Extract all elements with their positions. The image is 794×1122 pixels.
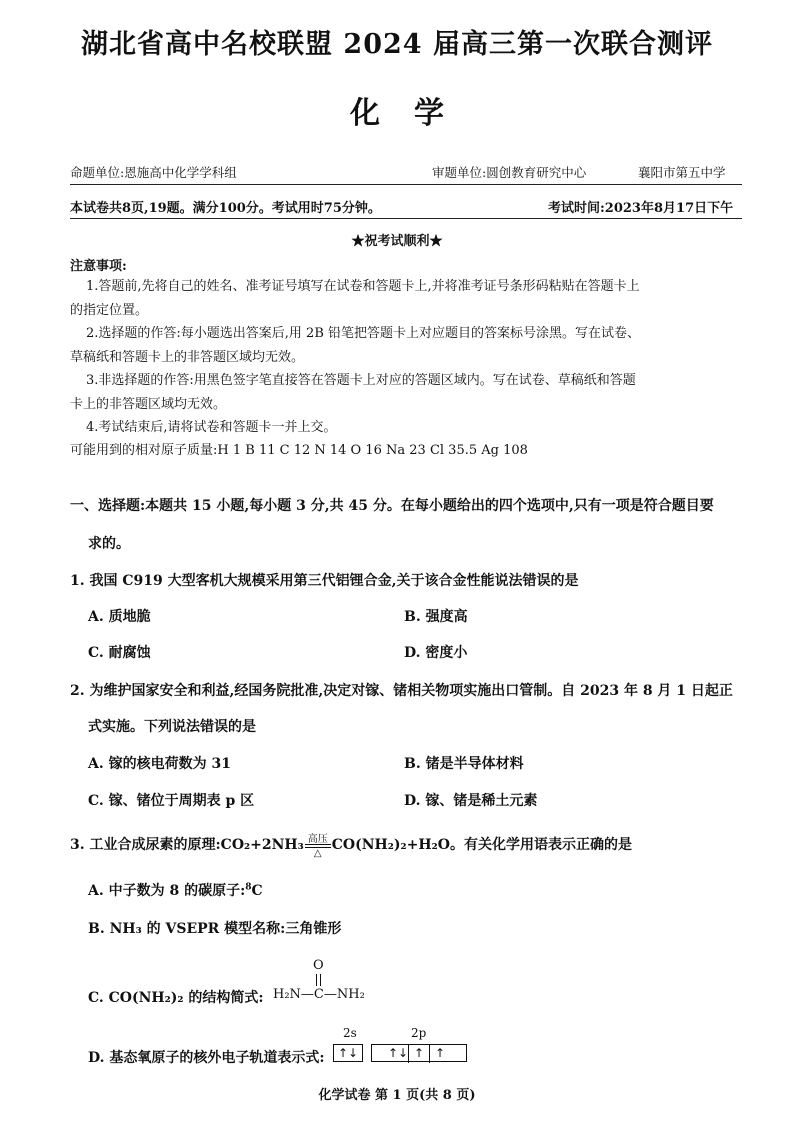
notice-line: 1.答题前,先将自己的姓名、准考证号填写在试卷和答题卡上,并将准考证号条形码粘贴在答题卡上 — [86, 279, 640, 294]
notice-heading: 注意事项: — [70, 259, 127, 274]
q1-option-d: D. 密度小 — [404, 645, 468, 661]
notice-line: 4.考试结束后,请将试卷和答题卡一并上交。 — [86, 420, 337, 435]
q3-option-a: A. 中子数为 8 的碳原子:$^8$C — [88, 882, 263, 899]
q3-products: CO(NH₂)₂+H₂O。有关化学用语表示正确的是 — [331, 837, 632, 853]
q3-prefix: 3. 工业合成尿素的原理: — [70, 837, 221, 853]
q1-option-c: C. 耐腐蚀 — [88, 645, 151, 661]
section-heading-cont: 求的。 — [88, 536, 130, 552]
exam-title: 湖北省高中名校联盟 2024 届高三第一次联合测评 — [81, 29, 713, 60]
notice-line: 草稿纸和答题卡上的非答题区域均无效。 — [70, 350, 305, 365]
good-luck-banner: ★祝考试顺利★ — [351, 234, 443, 249]
reviewer-unit: 审题单位:圆创教育研究中心 — [432, 165, 587, 180]
question-3-stem — [70, 834, 632, 859]
orbital-2p-cell: ↑ — [408, 1045, 429, 1063]
q3-reactants: CO₂+2NH₃ — [220, 837, 304, 853]
atomic-masses: 可能用到的相对原子质量:H 1 B 11 C 12 N 14 O 16 Na 23 Cl 35.5 Ag 108 — [70, 443, 528, 458]
q1-option-a: A. 质地脆 — [88, 609, 151, 625]
orbital-2p-cell: ↑ — [429, 1045, 450, 1063]
orbital-box-2p — [371, 1044, 467, 1062]
page-footer: 化学试卷 第 1 页(共 8 页) — [318, 1088, 476, 1103]
mass-number: 8 — [245, 882, 252, 893]
q2-option-d: D. 镓、锗是稀土元素 — [404, 793, 538, 809]
q2-option-b: B. 锗是半导体材料 — [404, 756, 524, 772]
q3-option-b: B. NH₃ 的 VSEPR 模型名称:三角锥形 — [88, 921, 342, 937]
orbital-box-2s: ↑↓ — [333, 1044, 363, 1062]
q3-option-c: C. CO(NH₂)₂ 的结构简式: — [88, 990, 264, 1006]
q1-option-b: B. 强度高 — [404, 609, 468, 625]
q3-option-d: D. 基态氧原子的核外电子轨道表示式: — [88, 1050, 325, 1066]
reaction-condition-top: 高压 — [307, 834, 328, 845]
carbonyl-oxygen: O — [313, 958, 324, 973]
section-heading: 一、选择题:本题共 15 小题,每小题 3 分,共 45 分。在每小题给出的四个选项中,只有一项是符合题目要 — [70, 498, 714, 514]
orbital-2p-cell: ↑↓ — [388, 1046, 409, 1060]
urea-backbone: H₂N—C—NH₂ — [273, 987, 365, 1002]
element-symbol: C — [251, 883, 263, 899]
question-2-stem-cont: 式实施。下列说法错误的是 — [88, 719, 256, 735]
reaction-condition-bottom: △ — [313, 848, 322, 859]
notice-line: 的指定位置。 — [70, 303, 149, 318]
reaction-arrow — [305, 834, 331, 859]
question-1-stem: 1. 我国 C919 大型客机大规模采用第三代铝锂合金,关于该合金性能说法错误的是 — [70, 573, 579, 589]
notice-line: 3.非选择题的作答:用黑色签字笔直接答在答题卡上对应的答题区域内。写在试卷、草稿纸和答题 — [86, 373, 636, 388]
orbital-label-2s: 2s — [343, 1026, 357, 1040]
proposer-unit: 命题单位:恩施高中化学学科组 — [70, 165, 237, 180]
notice-line: 卡上的非答题区域均无效。 — [70, 397, 227, 412]
orbital-label-2p: 2p — [411, 1026, 427, 1040]
header-divider-bottom — [70, 218, 742, 219]
exam-time: 考试时间:2023年8月17日下午 — [548, 201, 734, 216]
question-2-stem: 2. 为维护国家安全和利益,经国务院批准,决定对镓、锗相关物项实施出口管制。自 2023 年 8 月 1 日起正 — [70, 683, 733, 699]
header-divider-top — [70, 184, 742, 185]
q2-option-c: C. 镓、锗位于周期表 p 区 — [88, 793, 255, 809]
reviewer-unit-2: 襄阳市第五中学 — [638, 165, 726, 180]
q2-option-a: A. 镓的核电荷数为 31 — [88, 756, 231, 772]
subject-title: 化学 — [350, 96, 478, 131]
notice-line: 2.选择题的作答:每小题选出答案后,用 2B 铅笔把答题卡上对应题目的答案标号涂黑。写在试卷、 — [86, 326, 641, 341]
paper-info: 本试卷共8页,19题。满分100分。考试用时75分钟。 — [70, 201, 381, 216]
